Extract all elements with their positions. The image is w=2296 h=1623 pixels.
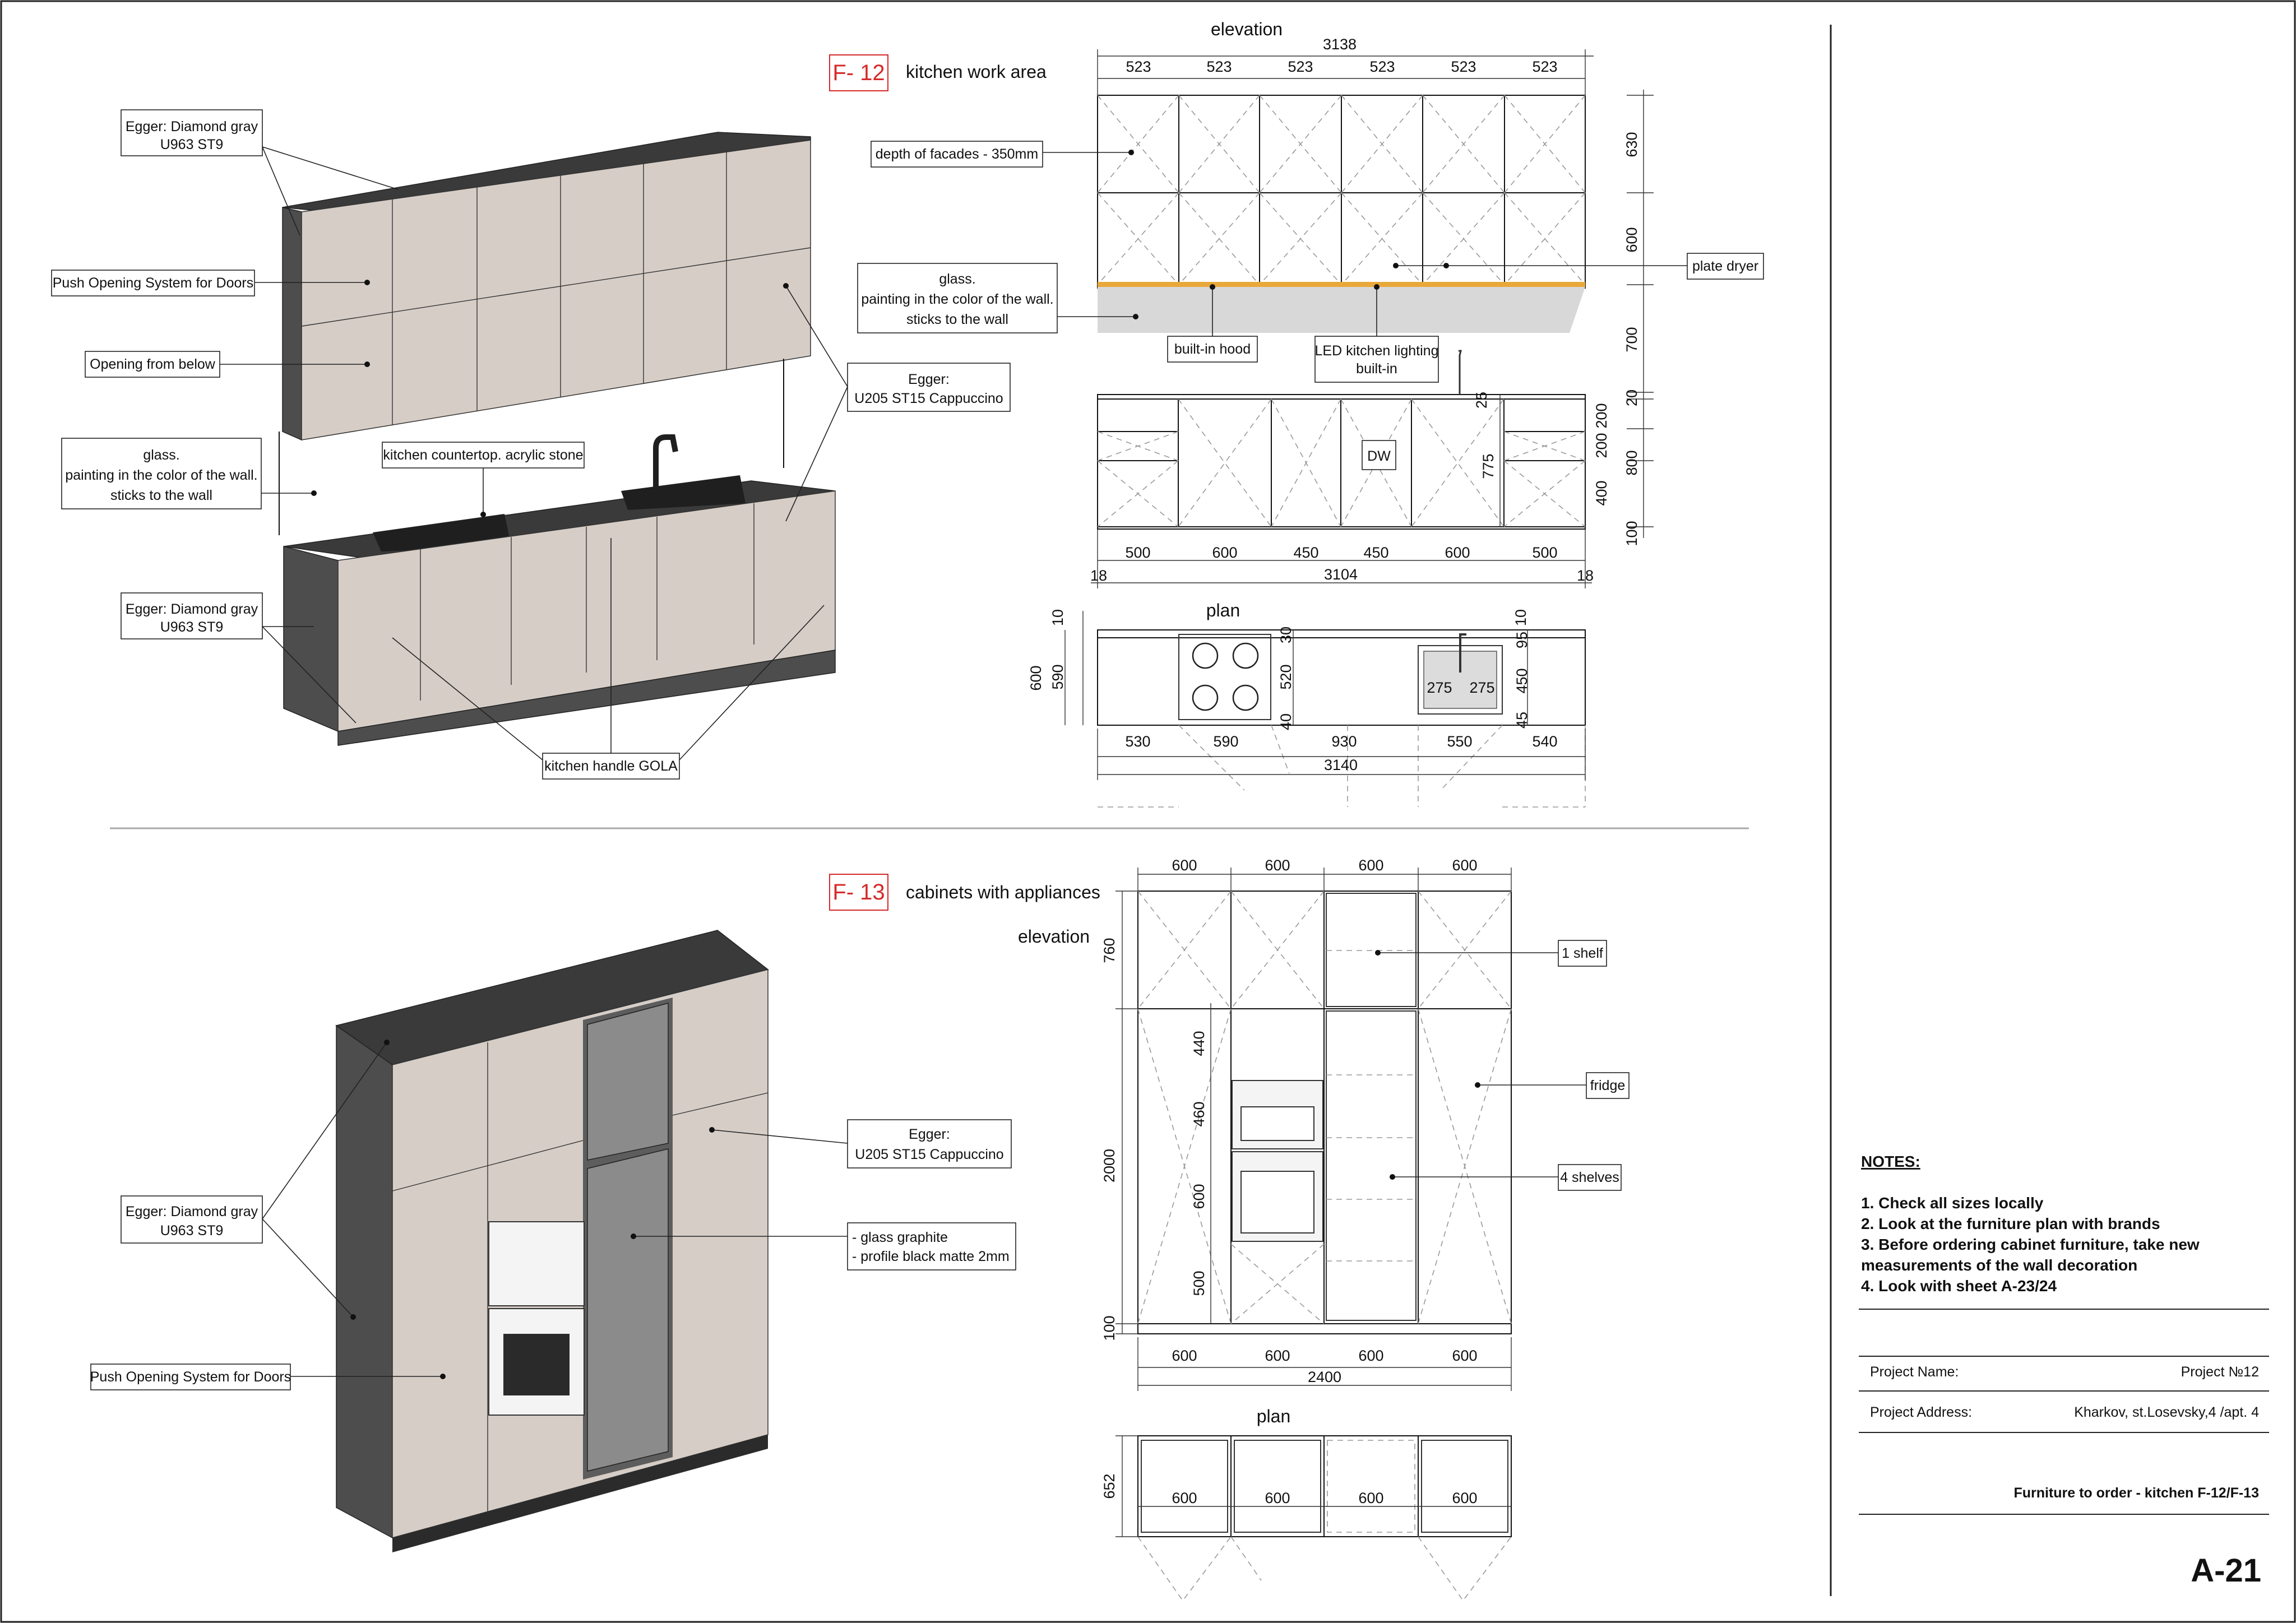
svg-text:2400: 2400 (1307, 1369, 1342, 1385)
svg-text:930: 930 (1331, 733, 1357, 750)
svg-text:glass.: glass. (939, 271, 976, 287)
svg-text:550: 550 (1447, 733, 1473, 750)
svg-text:3140: 3140 (1323, 757, 1358, 773)
one-shelf-callout (1375, 940, 1607, 966)
svg-text:400: 400 (1593, 480, 1610, 506)
svg-text:523: 523 (1288, 58, 1313, 75)
svg-text:U963 ST9: U963 ST9 (160, 137, 224, 152)
svg-text:500: 500 (1191, 1270, 1207, 1296)
svg-text:F- 13: F- 13 (832, 880, 885, 905)
svg-text:U205 ST15 Cappuccino: U205 ST15 Cappuccino (854, 391, 1003, 406)
title-block (1859, 1356, 2269, 1589)
svg-text:kitchen handle GOLA: kitchen handle GOLA (544, 758, 678, 774)
svg-text:600: 600 (1172, 1490, 1197, 1506)
svg-text:450: 450 (1363, 544, 1389, 561)
svg-text:530: 530 (1125, 733, 1151, 750)
svg-text:450: 450 (1513, 668, 1530, 694)
svg-text:100: 100 (1623, 521, 1640, 546)
f12-heading (830, 19, 1283, 91)
svg-text:600: 600 (1358, 857, 1384, 874)
svg-text:- glass graphite: - glass graphite (852, 1230, 948, 1245)
svg-text:Egger: Diamond gray: Egger: Diamond gray (125, 119, 258, 135)
svg-text:760: 760 (1101, 938, 1118, 963)
svg-text:elevation: elevation (1210, 19, 1283, 39)
svg-text:built-in hood: built-in hood (1174, 341, 1251, 357)
svg-text:523: 523 (1451, 58, 1476, 75)
svg-text:elevation: elevation (1017, 926, 1090, 947)
svg-text:painting in the color of the w: painting in the color of the wall. (65, 467, 258, 483)
svg-text:600: 600 (1172, 857, 1197, 874)
svg-text:600: 600 (1452, 1490, 1478, 1506)
svg-text:Opening from below: Opening from below (90, 356, 215, 372)
svg-text:Egger: Diamond gray: Egger: Diamond gray (125, 1204, 258, 1219)
svg-text:cabinets with appliances: cabinets with appliances (906, 882, 1100, 902)
fridge-callout (1475, 1073, 1629, 1098)
svg-text:523: 523 (1532, 58, 1558, 75)
svg-text:plan: plan (1256, 1406, 1291, 1426)
svg-text:523: 523 (1206, 58, 1232, 75)
svg-text:10: 10 (1049, 609, 1066, 627)
svg-text:520: 520 (1277, 664, 1294, 690)
notes-block (1859, 1153, 2269, 1309)
f13-plan (1101, 1406, 1511, 1601)
svg-text:2000: 2000 (1101, 1148, 1118, 1183)
svg-text:523: 523 (1126, 58, 1151, 75)
svg-text:kitchen work area: kitchen work area (906, 62, 1047, 82)
svg-text:600: 600 (1212, 544, 1238, 561)
svg-text:U205 ST15 Cappuccino: U205 ST15 Cappuccino (855, 1147, 1004, 1162)
svg-text:600: 600 (1452, 1347, 1478, 1364)
svg-text:Egger: Diamond gray: Egger: Diamond gray (125, 601, 258, 617)
svg-text:Project №12: Project №12 (2181, 1364, 2259, 1380)
svg-text:plate dryer: plate dryer (1692, 258, 1759, 274)
svg-text:25: 25 (1473, 391, 1490, 409)
svg-text:600: 600 (1027, 665, 1044, 691)
svg-text:U963 ST9: U963 ST9 (160, 619, 224, 635)
svg-text:Egger:: Egger: (909, 1126, 950, 1142)
svg-text:600: 600 (1191, 1184, 1207, 1209)
svg-text:600: 600 (1623, 227, 1640, 253)
svg-text:1 shelf: 1 shelf (1562, 945, 1603, 961)
svg-text:3138: 3138 (1322, 36, 1357, 53)
svg-text:kitchen countertop. acrylic st: kitchen countertop. acrylic stone (383, 447, 584, 463)
svg-text:18: 18 (1576, 567, 1594, 584)
svg-text:600: 600 (1358, 1347, 1384, 1364)
svg-text:measurements of the wall decor: measurements of the wall decoration (1861, 1256, 2138, 1274)
svg-text:600: 600 (1452, 857, 1478, 874)
facade-depth-callout (871, 141, 1134, 167)
svg-text:F- 12: F- 12 (832, 61, 885, 85)
svg-text:590: 590 (1049, 664, 1066, 690)
countertop-callout (382, 442, 584, 517)
svg-text:20: 20 (1623, 389, 1640, 407)
svg-text:630: 630 (1623, 132, 1640, 157)
svg-text:3. Before ordering cabinet fur: 3. Before ordering cabinet furniture, take new (1861, 1236, 2200, 1253)
svg-text:95: 95 (1513, 631, 1530, 649)
svg-text:A-21: A-21 (2191, 1552, 2261, 1589)
svg-text:540: 540 (1532, 733, 1558, 750)
svg-text:600: 600 (1265, 857, 1290, 874)
svg-text:523: 523 (1369, 58, 1395, 75)
svg-text:200: 200 (1593, 433, 1610, 458)
svg-text:Furniture to order - kitchen: Furniture to order - kitchen F-12/F-13 (2013, 1485, 2259, 1501)
svg-text:Push Opening System for Doors: Push Opening System for Doors (52, 275, 254, 291)
svg-text:sticks to the wall: sticks to the wall (110, 488, 213, 503)
svg-text:depth of facades - 350mm: depth of facades - 350mm (875, 146, 1039, 162)
glass-left-callout (62, 438, 317, 509)
svg-text:440: 440 (1191, 1031, 1207, 1056)
svg-text:1. Check all sizes locally: 1. Check all sizes locally (1861, 1194, 2044, 1212)
svg-text:4. Look with sheet A-23/24: 4. Look with sheet A-23/24 (1861, 1277, 2057, 1295)
svg-text:450: 450 (1293, 544, 1319, 561)
svg-text:18: 18 (1090, 567, 1108, 584)
svg-text:DW: DW (1367, 448, 1391, 464)
svg-text:275: 275 (1427, 679, 1452, 696)
svg-text:652: 652 (1101, 1473, 1118, 1499)
svg-text:600: 600 (1265, 1347, 1290, 1364)
svg-text:built-in: built-in (1356, 361, 1397, 377)
svg-text:10: 10 (1512, 609, 1529, 627)
svg-text:fridge: fridge (1590, 1078, 1626, 1093)
svg-text:Egger:: Egger: (908, 372, 950, 387)
svg-text:- profile black matte 2mm: - profile black matte 2mm (852, 1249, 1010, 1264)
svg-text:600: 600 (1172, 1347, 1197, 1364)
plate-dryer-callout (1393, 253, 1763, 279)
svg-text:700: 700 (1623, 327, 1640, 353)
svg-text:600: 600 (1358, 1490, 1384, 1506)
svg-text:590: 590 (1213, 733, 1239, 750)
f13-elev-callouts (1375, 940, 1629, 1190)
svg-text:500: 500 (1532, 544, 1558, 561)
svg-text:30: 30 (1277, 626, 1294, 644)
svg-text:200: 200 (1593, 403, 1610, 429)
four-shelves-callout (1390, 1165, 1621, 1190)
svg-text:45: 45 (1513, 711, 1530, 729)
svg-text:40: 40 (1277, 713, 1294, 731)
glass-right-callout (858, 263, 1138, 333)
svg-text:LED kitchen lighting: LED kitchen lighting (1314, 343, 1439, 359)
svg-text:3104: 3104 (1323, 566, 1358, 583)
f13-heading (830, 874, 1100, 947)
svg-text:600: 600 (1445, 544, 1470, 561)
svg-text:plan: plan (1206, 600, 1240, 620)
f12-elevation (1090, 36, 1654, 588)
svg-text:100: 100 (1101, 1315, 1118, 1341)
svg-text:sticks to the wall: sticks to the wall (906, 312, 1009, 327)
svg-text:NOTES:: NOTES: (1861, 1153, 1920, 1170)
svg-text:U963 ST9: U963 ST9 (160, 1223, 224, 1239)
svg-text:2. Look at the furniture plan: 2. Look at the furniture plan with brands (1861, 1215, 2160, 1232)
svg-text:Project Address:: Project Address: (1870, 1404, 1973, 1420)
f13-elevation (1101, 857, 1511, 1391)
f12-plan (1027, 600, 1585, 807)
svg-text:Push Opening System for Doors: Push Opening System for Doors (90, 1369, 291, 1385)
f13-isometric (336, 930, 768, 1552)
svg-text:Project Name:: Project Name: (1870, 1364, 1959, 1380)
svg-text:460: 460 (1191, 1101, 1207, 1127)
svg-text:800: 800 (1623, 450, 1640, 476)
svg-text:4 shelves: 4 shelves (1560, 1170, 1619, 1185)
svg-text:275: 275 (1469, 679, 1495, 696)
svg-text:775: 775 (1480, 453, 1497, 479)
svg-text:600: 600 (1265, 1490, 1290, 1506)
svg-text:Kharkov, st.Losevsky,4 /apt. 4: Kharkov, st.Losevsky,4 /apt. 4 (2074, 1404, 2259, 1420)
svg-text:glass.: glass. (143, 447, 180, 463)
f12-isometric (279, 132, 835, 745)
svg-text:500: 500 (1125, 544, 1151, 561)
svg-text:painting in the color of the w: painting in the color of the wall. (861, 291, 1054, 307)
